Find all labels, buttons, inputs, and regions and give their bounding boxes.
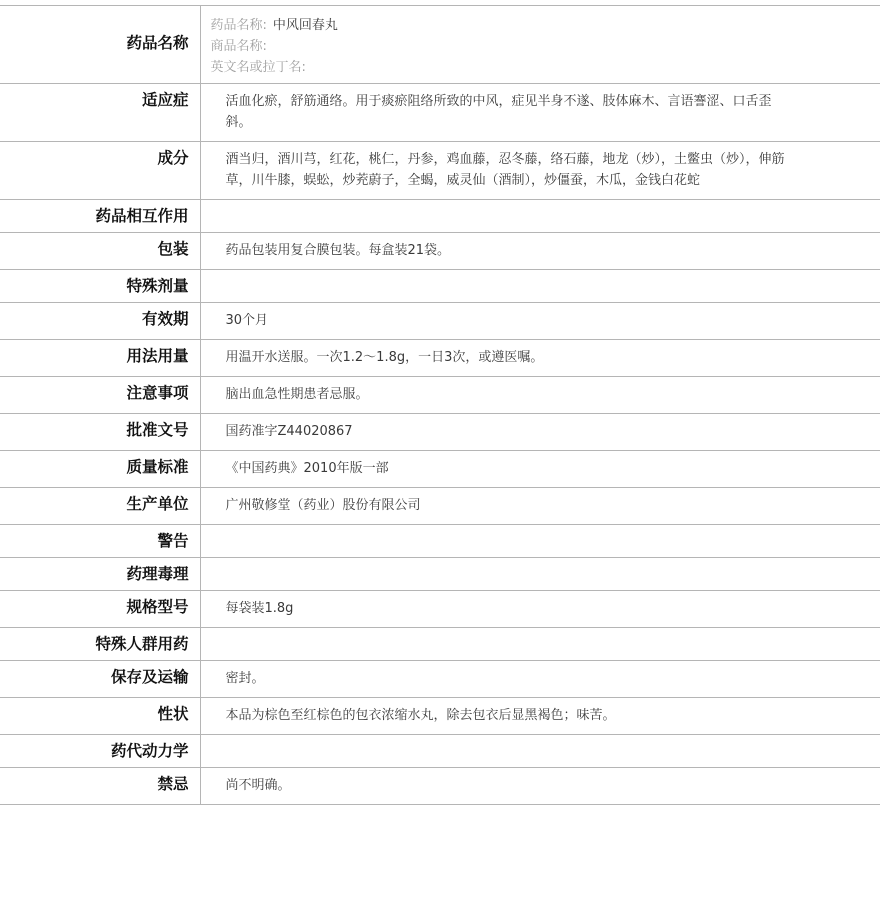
- row-label: 药代动力学: [0, 735, 200, 768]
- row-value: 酒当归，酒川芎，红花，桃仁，丹参，鸡血藤，忍冬藤，络石藤，地龙（炒），土鳖虫（炒），伸筋草，川牛膝，蜈蚣，炒茺蔚子，全蝎，威灵仙（酒制），炒僵蚕，木瓜，金钱白花蛇: [200, 142, 880, 200]
- row-indications: [0, 84, 880, 142]
- row-label: 保存及运输: [0, 661, 200, 698]
- row-specification: [0, 591, 880, 628]
- row-value: 密封。: [200, 661, 880, 698]
- row-label: 注意事项: [0, 377, 200, 414]
- row-label: 药品相互作用: [0, 200, 200, 233]
- row-value: 30个月: [200, 303, 880, 340]
- row-label: 有效期: [0, 303, 200, 340]
- row-special-populations: [0, 628, 880, 661]
- row-label: 药理毒理: [0, 558, 200, 591]
- row-precautions: [0, 377, 880, 414]
- row-approval-number: [0, 414, 880, 451]
- row-quality-standard: [0, 451, 880, 488]
- row-storage: [0, 661, 880, 698]
- row-description: [0, 698, 880, 735]
- row-value: [200, 628, 880, 661]
- row-special-dosage: [0, 270, 880, 303]
- trade-name-key: 商品名称:: [210, 39, 267, 54]
- english-name-line: [211, 57, 861, 78]
- row-label: 药品名称: [0, 6, 200, 84]
- row-dosage: [0, 340, 880, 377]
- row-manufacturer: [0, 488, 880, 525]
- row-contraindications: [0, 768, 880, 805]
- row-value: [200, 270, 880, 303]
- drug-info-table: [0, 5, 880, 805]
- name-details: [200, 6, 880, 84]
- row-label: 性状: [0, 698, 200, 735]
- row-drug-name: [0, 6, 880, 84]
- row-interactions: [0, 200, 880, 233]
- row-label: 特殊剂量: [0, 270, 200, 303]
- row-value: 脑出血急性期患者忌服。: [200, 377, 880, 414]
- row-label: 包装: [0, 233, 200, 270]
- row-packaging: [0, 233, 880, 270]
- generic-name-key: 药品名称:: [210, 18, 267, 33]
- row-value: 广州敬修堂（药业）股份有限公司: [200, 488, 880, 525]
- generic-name-line: [211, 15, 861, 36]
- english-name-key: 英文名或拉丁名:: [210, 60, 306, 75]
- row-label: 特殊人群用药: [0, 628, 200, 661]
- row-value: [200, 558, 880, 591]
- row-value: 本品为棕色至红棕色的包衣浓缩水丸，除去包衣后显黑褐色；味苦。: [200, 698, 880, 735]
- row-pharmacology: [0, 558, 880, 591]
- row-value: [200, 735, 880, 768]
- row-label: 批准文号: [0, 414, 200, 451]
- row-value: 用温开水送服。一次1.2～1.8g，一日3次，或遵医嘱。: [200, 340, 880, 377]
- row-label: 适应症: [0, 84, 200, 142]
- row-value: 药品包装用复合膜包装。每盒装21袋。: [200, 233, 880, 270]
- row-label: 禁忌: [0, 768, 200, 805]
- row-value: 《中国药典》2010年版一部: [200, 451, 880, 488]
- row-value: 每袋装1.8g: [200, 591, 880, 628]
- row-label: 警告: [0, 525, 200, 558]
- trade-name-line: [211, 36, 861, 57]
- generic-name-value: 中风回春丸: [272, 18, 338, 33]
- row-pharmacokinetics: [0, 735, 880, 768]
- row-label: 质量标准: [0, 451, 200, 488]
- row-ingredients: [0, 142, 880, 200]
- row-shelf-life: [0, 303, 880, 340]
- row-label: 规格型号: [0, 591, 200, 628]
- row-value: 国药准字Z44020867: [200, 414, 880, 451]
- row-label: 生产单位: [0, 488, 200, 525]
- row-value: 尚不明确。: [200, 768, 880, 805]
- row-value: [200, 525, 880, 558]
- row-value: [200, 200, 880, 233]
- row-warning: [0, 525, 880, 558]
- row-value: 活血化瘀，舒筋通络。用于痰瘀阻络所致的中风，症见半身不遂、肢体麻木、言语謇涩、口舌歪斜。: [200, 84, 880, 142]
- row-label: 成分: [0, 142, 200, 200]
- row-label: 用法用量: [0, 340, 200, 377]
